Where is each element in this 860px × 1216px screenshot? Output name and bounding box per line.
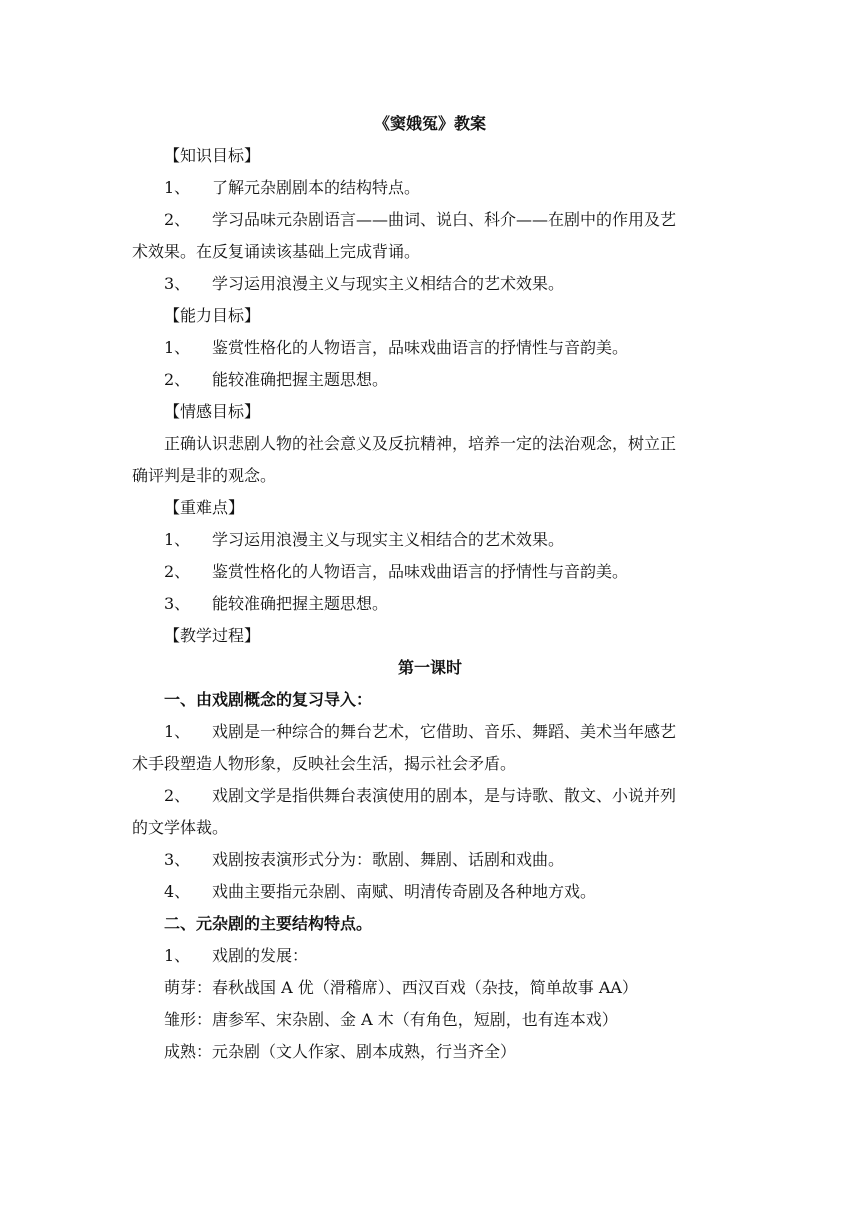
list-item: 1、 了解元杂剧剧本的结构特点。 — [164, 178, 421, 197]
list-item: 1、 学习运用浪漫主义与现实主义相结合的艺术效果。 — [164, 530, 565, 549]
heading-knowledge: 【知识目标】 — [164, 146, 261, 165]
list-item: 3、 戏剧按表演形式分为：歌剧、舞剧、话剧和戏曲。 — [164, 850, 565, 869]
heading-key-points: 【重难点】 — [164, 498, 245, 517]
list-item: 3、 能较准确把握主题思想。 — [164, 594, 389, 613]
paragraph-line: 正确认识悲剧人物的社会意义及反抗精神，培养一定的法治观念，树立正 — [164, 434, 677, 453]
paragraph-line: 确评判是非的观念。 — [132, 466, 277, 485]
heading-ability: 【能力目标】 — [164, 306, 261, 325]
list-item: 2、 戏剧文学是指供舞台表演使用的剧本，是与诗歌、散文、小说并列 — [164, 786, 677, 805]
list-item: 2、 鉴赏性格化的人物语言，品味戏曲语言的抒情性与音韵美。 — [164, 562, 629, 581]
list-item: 3、 学习运用浪漫主义与现实主义相结合的艺术效果。 — [164, 274, 565, 293]
document-title: 《窦娥冤》教案 — [373, 114, 486, 133]
heading-emotion: 【情感目标】 — [164, 402, 261, 421]
section-heading: 一、由戏剧概念的复习导入： — [164, 690, 373, 709]
list-item-continuation: 术效果。在反复诵读该基础上完成背诵。 — [132, 242, 421, 261]
list-item: 1、 戏剧是一种综合的舞台艺术，它借助、音乐、舞蹈、美术当年感艺 — [164, 722, 677, 741]
stage-line: 成熟：元杂剧（文人作家、剧本成熟，行当齐全） — [164, 1042, 517, 1061]
list-item: 1、 鉴赏性格化的人物语言，品味戏曲语言的抒情性与音韵美。 — [164, 338, 629, 357]
heading-process: 【教学过程】 — [164, 626, 261, 645]
list-item: 2、 学习品味元杂剧语言——曲词、说白、科介——在剧中的作用及艺 — [164, 210, 677, 229]
section-heading: 二、元杂剧的主要结构特点。 — [164, 914, 373, 933]
stage-line: 萌芽：春秋战国 A 优（滑稽席）、西汉百戏（杂技，简单故事 AA） — [164, 978, 638, 997]
stage-line: 雏形：唐参军、宋杂剧、金 A 木（有角色，短剧，也有连本戏） — [164, 1010, 618, 1029]
list-item-continuation: 术手段塑造人物形象，反映社会生活，揭示社会矛盾。 — [132, 754, 517, 773]
list-item: 1、 戏剧的发展： — [164, 946, 309, 965]
list-item: 2、 能较准确把握主题思想。 — [164, 370, 389, 389]
list-item: 4、 戏曲主要指元杂剧、南赋、明清传奇剧及各种地方戏。 — [164, 882, 597, 901]
list-item-continuation: 的文学体裁。 — [132, 818, 229, 837]
lesson-title: 第一课时 — [397, 658, 462, 677]
